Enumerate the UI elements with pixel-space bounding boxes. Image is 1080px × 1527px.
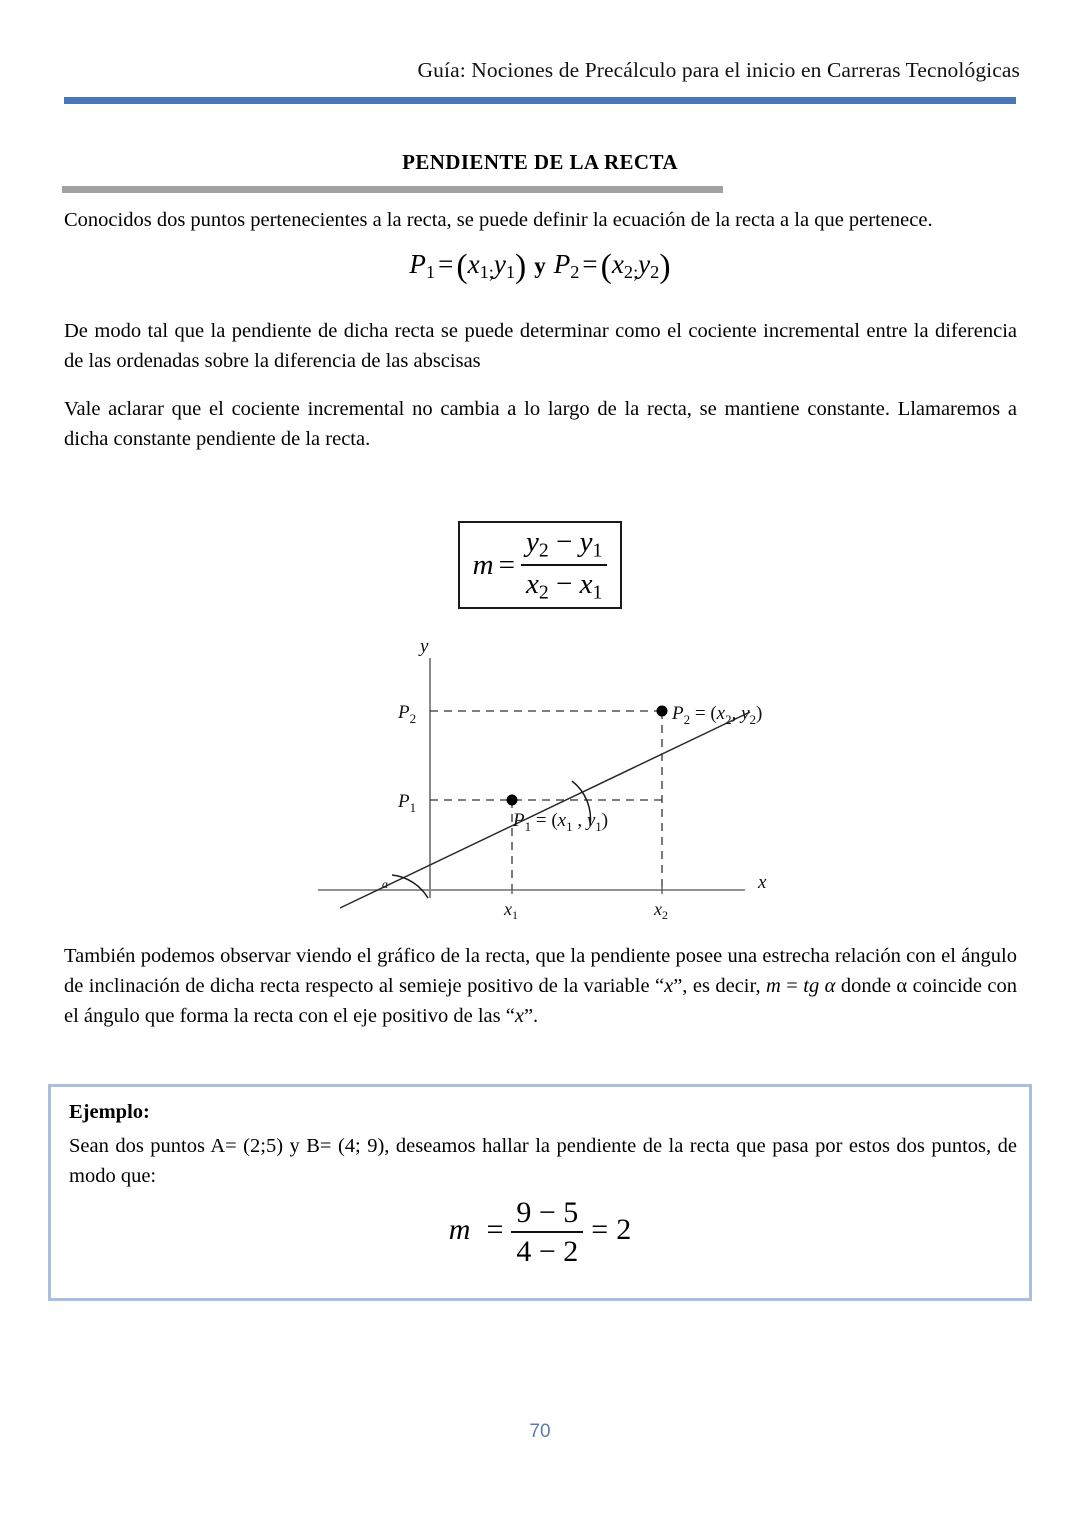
p2-annotation-label: $P_2 = (x_2$, $y_2$): [672, 703, 763, 727]
point-p1-index: 1: [425, 262, 436, 283]
angle-para-part3: =: [780, 975, 804, 997]
x-axis-label: x: [758, 872, 767, 893]
close-paren-1: ): [515, 248, 527, 285]
conjunction-y: y: [534, 252, 546, 278]
paragraph-angle-relation: [64, 941, 1017, 1031]
numerator-y1-sub: 1: [592, 539, 603, 562]
p1-axis-tick-label: $P_1$: [398, 791, 417, 815]
alpha-angle-label: ɑ: [382, 877, 388, 891]
numerator-minus: −: [555, 526, 573, 559]
slope-denominator: [521, 566, 607, 603]
y-axis-label: y: [420, 636, 429, 657]
angle-para-part5: coincide con el ángulo que forma la recta con el eje positivo de las “: [64, 975, 1018, 1027]
p1-annotation-label: $P_1 = (x_1$ , $y_1$): [513, 810, 609, 834]
slope-line-diagram: [300, 630, 800, 920]
example-m-symbol: m: [448, 1212, 471, 1246]
paragraph-cociente-incremental: De modo tal que la pendiente de dicha recta se puede determinar como el cociente incremental entre la diferencia de las ordenadas sobre la diferencia de las abscisas: [64, 320, 1017, 372]
angle-para-m-italic: m: [766, 975, 781, 997]
example-fraction: [511, 1197, 583, 1267]
page-title: PENDIENTE DE LA RECTA: [402, 150, 678, 174]
denominator-x1-base: x: [579, 567, 593, 600]
angle-para-x-italic-1: x: [664, 975, 674, 997]
example-result: 2: [616, 1212, 632, 1246]
angle-para-tg-italic: tg: [803, 975, 820, 997]
example-numerator: 9 − 5: [516, 1196, 579, 1229]
point-p2-index: 2: [570, 262, 580, 283]
coord-x1-index: 1;: [479, 262, 494, 283]
equals-sign-1: =: [438, 248, 454, 279]
example-title: Ejemplo:: [69, 1101, 150, 1123]
example-callout-box: [48, 1084, 1032, 1301]
point-p2-symbol: P: [553, 248, 571, 279]
open-paren-1: (: [456, 248, 468, 285]
x2-axis-tick-label: $x_2$: [654, 899, 668, 920]
points-definition-formula: [0, 248, 1080, 286]
point-p2-marker: [657, 706, 668, 717]
angle-para-alpha-2: α: [896, 975, 908, 997]
slope-equals-sign: =: [498, 548, 515, 581]
origin-angle-arc: [392, 875, 428, 898]
document-header-title: Guía: Nociones de Precálculo para el inicio en Carreras Tecnológicas: [417, 58, 1020, 82]
paragraph-intro: Conocidos dos puntos pertenecientes a la recta, se puede definir la ecuación de la recta a la que pertenece.: [64, 209, 933, 231]
point-p1-marker: [507, 795, 518, 806]
coord-y2-index: 2: [650, 262, 660, 283]
angle-para-part1: También podemos observar viendo el gráfico de la recta, que la pendiente posee una estrecha relación con el ángulo de inclinación de dicha recta respecto al semieje positivo de la variable “: [64, 945, 1017, 997]
slope-numerator: [521, 527, 607, 563]
close-paren-2: ): [659, 248, 671, 285]
angle-para-part2: ”, es decir,: [673, 975, 767, 997]
point-p1-symbol: P: [409, 248, 426, 279]
example-slope-formula: [51, 1197, 1029, 1267]
header-horizontal-rule: [64, 97, 1016, 104]
angle-para-x-italic-2: x: [514, 1005, 524, 1027]
example-denominator: 4 − 2: [516, 1234, 579, 1268]
example-equals-1: =: [486, 1212, 504, 1246]
angle-para-part6: ”.: [523, 1005, 539, 1027]
coord-x1: x: [467, 248, 480, 279]
angle-para-part4: donde: [835, 975, 897, 997]
denominator-x1-sub: 1: [592, 581, 603, 604]
paragraph-constante: Vale aclarar que el cociente incremental no cambia a lo largo de la recta, se mantiene constante. Llamaremos a dicha constante pendiente de la recta.: [64, 398, 1017, 450]
coord-y2: y: [638, 248, 651, 279]
p2-axis-tick-label: $P_2$: [398, 702, 417, 726]
denominator-x2-base: x: [525, 567, 539, 600]
denominator-x2-sub: 2: [538, 581, 549, 604]
example-body-text: Sean dos puntos A= (2;5) y B= (4; 9), deseamos hallar la pendiente de la recta que pasa por estos dos puntos, de modo que:: [69, 1135, 1017, 1187]
numerator-y2-base: y: [525, 526, 539, 559]
slope-formula-box: [458, 521, 622, 609]
coord-x2: x: [611, 248, 624, 279]
equals-sign-2: =: [582, 248, 598, 279]
numerator-y2-sub: 2: [538, 539, 549, 562]
page-number: 70: [529, 1421, 551, 1442]
coord-y1-index: 1: [505, 262, 516, 283]
slope-formula-content: [460, 523, 620, 607]
coord-y1: y: [493, 248, 506, 279]
slope-fraction: [521, 527, 607, 602]
open-paren-2: (: [600, 248, 612, 285]
coord-x2-index: 2;: [623, 262, 639, 283]
x1-axis-tick-label: $x_1$: [504, 899, 518, 920]
example-equals-2: =: [591, 1212, 609, 1246]
angle-para-alpha-1: α: [824, 975, 836, 997]
denominator-minus: −: [555, 567, 573, 600]
numerator-y1-base: y: [579, 526, 593, 559]
slope-m-symbol: m: [472, 548, 494, 581]
section-divider-rule: [62, 186, 723, 193]
